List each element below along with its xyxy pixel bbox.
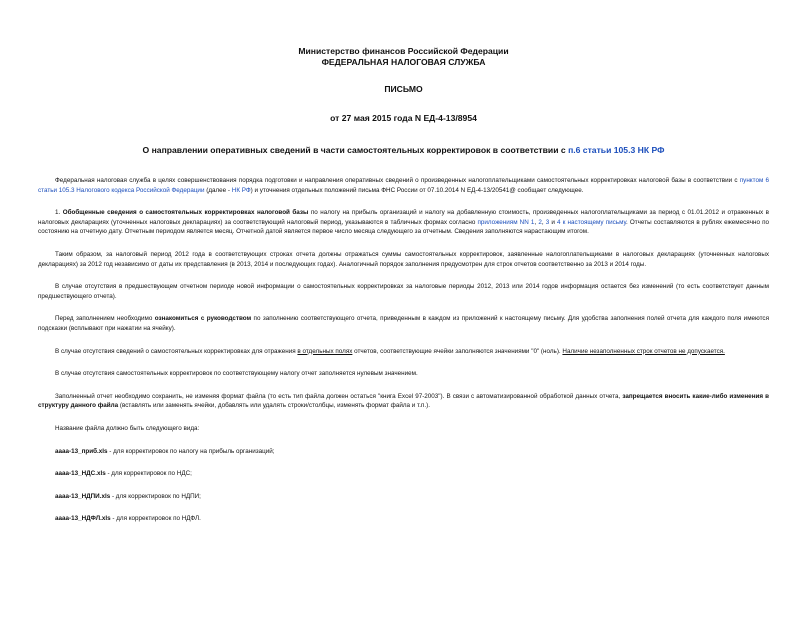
link-appendix-3[interactable]: 3 [545, 218, 550, 226]
text: ) и уточнения отдельных положений письма ФНС России от 07.10.2014 N ЕД-4-13/20541@ сообщает следующее. [250, 186, 584, 194]
link-appendix-4[interactable]: 4 к настоящему письму [557, 218, 626, 226]
paragraph-1 [38, 208, 769, 237]
link-appendix-1[interactable]: приложениям NN 1 [477, 218, 535, 226]
text: Заполненный отчет необходимо сохранить, не изменяя формат файла (то есть тип файла должен остаться "книга Excel 97-2003"). В связи с автоматизированной обработкой данных отчета, [55, 392, 623, 400]
text: по налогу на прибыль организаций и налогу на добавленную стоимость, произведенных налогоплательщиками за период с 01.01.2012 и отраженных в налоговых декларациях (уточненных налоговых декларациях) за соответствующий налоговый период, указываются в табличных формах согласно [38, 209, 769, 226]
paragraph-4 [38, 314, 769, 333]
file-description: - для корректировок по НДПИ; [110, 492, 201, 500]
file-name-item [55, 514, 769, 524]
title-text: О направлении оперативных сведений в части самостоятельных корректировок в соответствии с [142, 145, 569, 155]
text: . Отчеты составляются в рублях ежемесячно по состоянию на отчетную дату. Отчетным периодом является месяц. Отчетной датой является первое число месяца следующего за отчетным. Сведения заполняются нарастающим итогом. [38, 218, 769, 236]
document-date-number: от 27 мая 2015 года N ЕД-4-13/8954 [330, 113, 477, 123]
text: В случае отсутствия сведений о самостоятельных корректировках для отражения [55, 347, 298, 355]
text: по заполнению соответствующего отчета, приведенным в каждом из приложений к настоящему письму. Для удобства заполнения полей отчета для каждого поля имеются подсказки (всплывают при нажатии на ячейку). [38, 315, 769, 332]
underlined-text: Наличие незаполненных строк отчетов не допускается. [562, 347, 725, 355]
text: отчетов, соответствующие ячейки заполняются значениями "0" (ноль). [352, 347, 563, 355]
text: Федеральная налоговая служба в целях совершенствования порядка подготовки и направления оперативных сведений о произведенных налогоплательщиками самостоятельных корректировках налоговой базы в соответствии с [55, 177, 740, 184]
paragraph-8: Название файла должно быть следующего вида: [55, 424, 200, 432]
document-type: ПИСЬМО [384, 84, 423, 94]
paragraph-5 [38, 347, 769, 357]
paragraph-7 [38, 392, 769, 411]
file-name: аааа-13_НДФЛ.xls [55, 515, 111, 523]
bold-text: Обобщенные сведения о самостоятельных корректировках налоговой базы [62, 209, 309, 217]
text: и [549, 218, 558, 226]
text: (далее - [204, 186, 232, 194]
file-description: - для корректировок по налогу на прибыль организаций; [107, 447, 275, 455]
title-law-link[interactable]: п.6 статьи 105.3 НК РФ [568, 145, 665, 155]
paragraph-2: Таким образом, за налоговый период 2012 года в соответствующих строках отчета должны отражаться суммы самостоятельных корректировок, заявленные налогоплательщиками в налоговых декларациях (уточненных налоговых декларациях) за 2012 год независимо от даты их представления (в 2013, 2014 и последующих годах). Аналогичный порядок заполнения предусмотрен для строк отчетов соответственно за 2013 и 2014 годы. [38, 250, 769, 268]
text: , [534, 218, 539, 226]
file-name: аааа-13_приб.xls [55, 447, 108, 455]
document-title [38, 145, 769, 156]
file-name-item [55, 492, 769, 502]
link-article-105-3[interactable]: пунктом 6 статьи 105.3 Налогового кодекса Российской Федерации [38, 177, 769, 194]
file-name-item [55, 447, 769, 457]
bold-text: ознакомиться с руководством [154, 315, 252, 323]
file-description: - для корректировок по НДС; [105, 470, 192, 478]
text: 1. [55, 209, 63, 217]
bold-text: запрещается вносить какие-либо изменения в структуру данного файла [38, 392, 769, 410]
paragraph-6: В случае отсутствия самостоятельных корректировок по соответствующему налогу отчет заполняется нулевым значением. [55, 370, 418, 378]
service-name: ФЕДЕРАЛЬНАЯ НАЛОГОВАЯ СЛУЖБА [321, 57, 486, 67]
text: (вставлять или заменять ячейки, добавлять или удалять строки/столбцы, изменять формат файла и т.п.). [118, 402, 430, 410]
file-name: аааа-13_НДПИ.xls [55, 492, 111, 500]
paragraph-3: В случае отсутствия в предшествующем отчетном периоде новой информации о самостоятельных корректировках за налоговые периоды 2012, 2013 или 2014 годов информация остается без изменений (то есть соответствует данным предшествующего отчета). [38, 283, 769, 300]
ministry-name: Министерство финансов Российской Федерации [298, 46, 509, 56]
text: , [541, 218, 546, 226]
document-page [0, 46, 807, 617]
paragraph-intro [38, 176, 769, 195]
text: Перед заполнением необходимо [55, 315, 155, 323]
file-name: аааа-13_НДС.xls [55, 470, 106, 478]
link-nk-rf[interactable]: НК РФ [231, 186, 251, 194]
file-description: - для корректировок по НДФЛ. [110, 515, 201, 523]
file-name-item [55, 469, 769, 479]
link-appendix-2[interactable]: 2 [538, 218, 542, 226]
underlined-text: в отдельных полях [297, 347, 353, 355]
